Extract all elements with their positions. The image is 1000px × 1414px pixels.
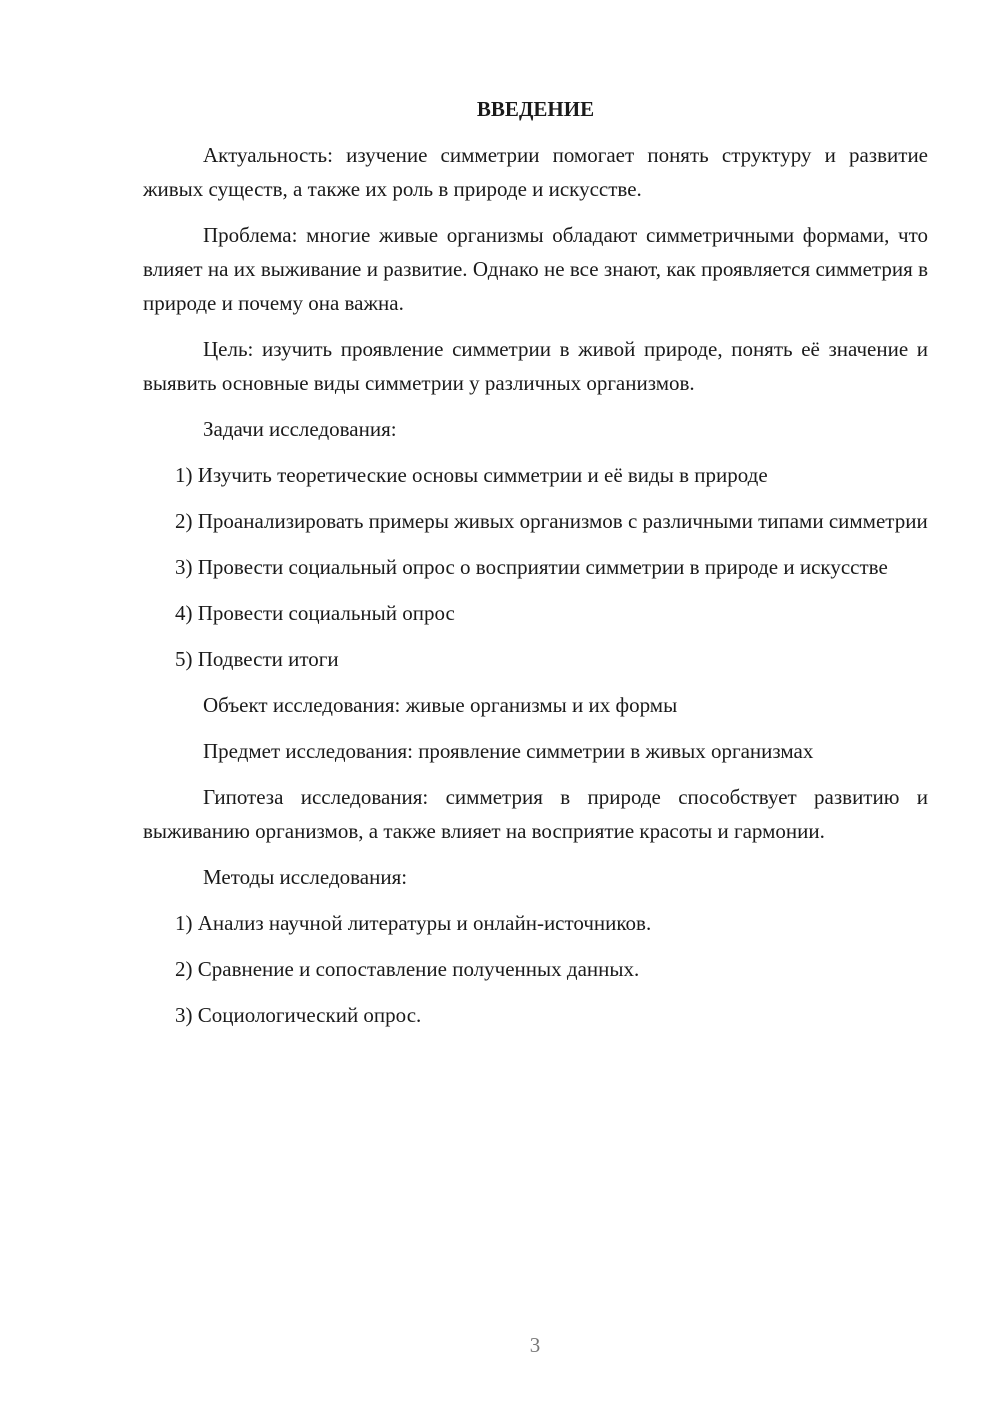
problem-paragraph: Проблема: многие живые организмы обладают симметричными формами, что влияет на их выживание и развитие. Однако не все знают, как проявляется симметрия в природе и почему она важна. <box>143 223 928 315</box>
tasks-heading: Задачи исследования: <box>203 417 397 441</box>
task-item: 1) Изучить теоретические основы симметрии и её виды в природе <box>175 463 768 487</box>
document-page <box>143 92 928 1044</box>
task-item: 2) Проанализировать примеры живых организмов с различными типами симметрии <box>175 509 928 533</box>
methods-heading: Методы исследования: <box>203 865 408 889</box>
task-item: 3) Провести социальный опрос о восприятии симметрии в природе и искусстве <box>175 555 888 579</box>
page-number: 3 <box>529 1333 541 1357</box>
task-item: 4) Провести социальный опрос <box>175 601 455 625</box>
subject-paragraph: Предмет исследования: проявление симметрии в живых организмах <box>203 739 814 763</box>
task-item: 5) Подвести итоги <box>175 647 339 671</box>
object-paragraph: Объект исследования: живые организмы и их формы <box>203 693 678 717</box>
section-title: ВВЕДЕНИЕ <box>476 97 595 121</box>
goal-paragraph: Цель: изучить проявление симметрии в живой природе, понять её значение и выявить основные виды симметрии у различных организмов. <box>143 337 928 395</box>
method-item: 1) Анализ научной литературы и онлайн-источников. <box>175 911 652 935</box>
relevance-paragraph: Актуальность: изучение симметрии помогает понять структуру и развитие живых существ, а также их роль в природе и искусстве. <box>143 143 928 201</box>
method-item: 2) Сравнение и сопоставление полученных данных. <box>175 957 640 981</box>
hypothesis-paragraph: Гипотеза исследования: симметрия в природе способствует развитию и выживанию организмов, а также влияет на восприятие красоты и гармонии. <box>143 785 928 843</box>
method-item: 3) Социологический опрос. <box>175 1003 422 1027</box>
